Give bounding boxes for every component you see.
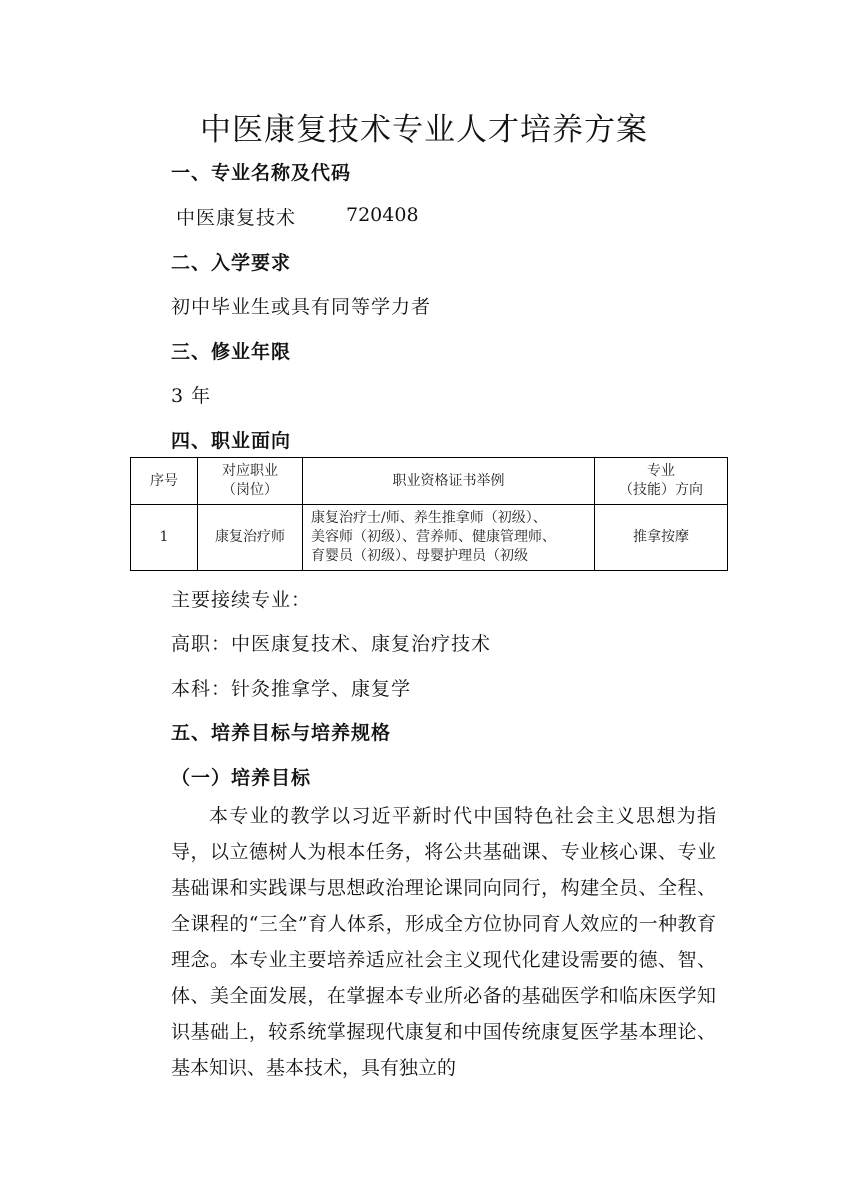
col-header-no: 序号 bbox=[131, 458, 198, 505]
table-row bbox=[131, 505, 728, 571]
cell-direction: 推拿按摩 bbox=[595, 505, 728, 571]
major-name: 中医康复技术 bbox=[176, 207, 297, 229]
major-code: 720408 bbox=[346, 204, 419, 226]
cell-post: 康复治疗师 bbox=[198, 505, 303, 571]
col-header-post: 对应职业 （岗位） bbox=[198, 458, 303, 505]
section-heading-4: 四、职业面向 bbox=[171, 430, 292, 452]
career-table bbox=[130, 457, 728, 571]
study-duration: 3 年 bbox=[171, 385, 212, 407]
continuation-higher-vocational: 高职：中医康复技术、康复治疗技术 bbox=[171, 633, 492, 655]
col-header-certs: 职业资格证书举例 bbox=[303, 458, 595, 505]
continuation-undergraduate: 本科：针灸推拿学、康复学 bbox=[171, 678, 412, 700]
section-heading-3: 三、修业年限 bbox=[171, 341, 292, 363]
cell-certs: 康复治疗士/师、养生推拿师（初级）、 美容师（初级）、营养师、健康管理师、 育婴员（初级）、母婴护理员（初级 bbox=[303, 505, 595, 571]
table-header-row bbox=[131, 458, 728, 505]
section-heading-1: 一、专业名称及代码 bbox=[171, 162, 352, 184]
subsection-heading-goal: （一）培养目标 bbox=[171, 767, 312, 789]
goal-paragraph: 本专业的教学以习近平新时代中国特色社会主义思想为指导，以立德树人为根本任务，将公共基础课、专业核心课、专业基础课和实践课与思想政治理论课同向同行，构建全员、全程、全课程的“三全”育人体系，形成全方位协同育人效应的一种教育理念。本专业主要培养适应社会主义现代化建设需要的德、智、体、美全面发展，在掌握本专业所必备的基础医学和临床医学知识基础上，较系统掌握现代康复和中国传统康复医学基本理论、基本知识、基本技术，具有独立的 bbox=[171, 805, 716, 1079]
continuation-label: 主要接续专业： bbox=[171, 589, 312, 611]
page-title: 中医康复技术专业人才培养方案 bbox=[200, 112, 648, 148]
cell-no: 1 bbox=[131, 505, 198, 571]
admission-requirement: 初中毕业生或具有同等学力者 bbox=[171, 296, 432, 318]
section-heading-5: 五、培养目标与培养规格 bbox=[171, 722, 392, 744]
col-header-direction: 专业 （技能）方向 bbox=[595, 458, 728, 505]
section-heading-2: 二、入学要求 bbox=[171, 252, 292, 274]
